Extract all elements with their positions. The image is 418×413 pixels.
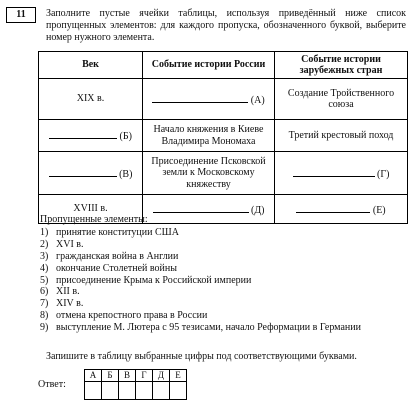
blank-line — [296, 202, 370, 213]
item-text: принятие конституции США — [56, 227, 179, 238]
item-text: выступление М. Лютера с 95 тезисами, начало Реформации в Германии — [56, 322, 361, 334]
table-row — [39, 152, 408, 195]
table-row — [39, 120, 408, 152]
list-item — [40, 239, 361, 251]
answer-cell[interactable] — [170, 382, 187, 400]
events-table — [38, 51, 408, 224]
header-russia: Событие истории России — [143, 52, 275, 79]
list-item — [40, 263, 361, 275]
blank-letter: (Е) — [372, 204, 386, 216]
omitted-elements-list — [40, 227, 361, 334]
answer-grid — [84, 369, 187, 400]
table-row — [39, 79, 408, 120]
item-number: 2) — [40, 238, 49, 250]
answer-letter: Е — [170, 370, 187, 382]
item-text: отмена крепостного права в России — [56, 310, 208, 322]
item-text: XIV в. — [56, 298, 84, 310]
item-text: XVI в. — [56, 238, 84, 250]
cell-century-blank[interactable] — [39, 152, 143, 195]
blank-line — [153, 202, 249, 213]
task-instruction: Заполните пустые ячейки таблицы, используя приведённый ниже список пропущенных элементов: для каждого пропуска, обозначенного буквой, выберите номер нужного элемента. — [46, 8, 406, 43]
cell-russia: Начало княжения в Киеве Владимира Мономаха — [143, 120, 275, 152]
final-instruction: Запишите в таблицу выбранные цифры под соответствующими буквами. — [46, 351, 357, 362]
cell-foreign-blank[interactable] — [275, 152, 408, 195]
answer-cell[interactable] — [119, 382, 136, 400]
item-number: 9) — [40, 322, 49, 334]
item-number: 6) — [40, 286, 49, 298]
list-item — [40, 322, 361, 334]
item-text: присоединение Крыма к Российской империи — [56, 274, 252, 286]
item-number: 4) — [40, 262, 49, 274]
blank-line — [293, 166, 375, 177]
header-century: Век — [39, 52, 143, 79]
item-number: 5) — [40, 274, 49, 286]
list-item — [40, 298, 361, 310]
blank-letter: (Б) — [119, 131, 132, 143]
blank-letter: (Г) — [377, 168, 390, 180]
cell-century: XVIII в. — [39, 195, 143, 224]
answer-letter: Г — [136, 370, 153, 382]
blank-letter: (Д) — [251, 204, 265, 216]
item-text: XII в. — [56, 286, 80, 298]
cell-russia: Присоединение Псковской земли к Московскому княжеству — [143, 152, 275, 195]
omitted-elements-title: Пропущенные элементы: — [40, 214, 148, 225]
blank-letter: (А) — [250, 94, 265, 106]
item-number: 8) — [40, 310, 49, 322]
answer-letter: Б — [102, 370, 119, 382]
answer-label: Ответ: — [38, 379, 66, 390]
answer-cell[interactable] — [85, 382, 102, 400]
cell-foreign-blank[interactable] — [275, 195, 408, 224]
item-text: гражданская война в Англии — [56, 250, 179, 262]
blank-line — [49, 166, 117, 177]
cell-foreign: Третий крестовый поход — [275, 120, 408, 152]
cell-century: XIX в. — [39, 79, 143, 120]
blank-line — [152, 92, 248, 103]
cell-foreign: Создание Тройственного союза — [275, 79, 408, 120]
item-number: 7) — [40, 298, 49, 310]
cell-century-blank[interactable] — [39, 120, 143, 152]
table-header-row — [39, 52, 408, 79]
answer-letter: В — [119, 370, 136, 382]
blank-letter: (В) — [119, 168, 133, 180]
answer-cell[interactable] — [102, 382, 119, 400]
cell-russia-blank[interactable] — [143, 79, 275, 120]
answer-cell[interactable] — [153, 382, 170, 400]
item-number: 3) — [40, 250, 49, 262]
header-foreign: Событие истории зарубежных стран — [275, 52, 408, 79]
list-item — [40, 275, 361, 287]
blank-line — [49, 128, 117, 139]
task-number: 11 — [6, 7, 36, 23]
answer-letter: А — [85, 370, 102, 382]
answer-letters-row — [85, 370, 187, 382]
item-number: 1) — [40, 227, 49, 238]
answer-letter: Д — [153, 370, 170, 382]
answer-cells-row — [85, 382, 187, 400]
item-text: окончание Столетней войны — [56, 262, 177, 274]
cell-russia-blank[interactable] — [143, 195, 275, 224]
answer-cell[interactable] — [136, 382, 153, 400]
list-item — [40, 227, 361, 239]
list-item — [40, 286, 361, 298]
list-item — [40, 251, 361, 263]
list-item — [40, 310, 361, 322]
